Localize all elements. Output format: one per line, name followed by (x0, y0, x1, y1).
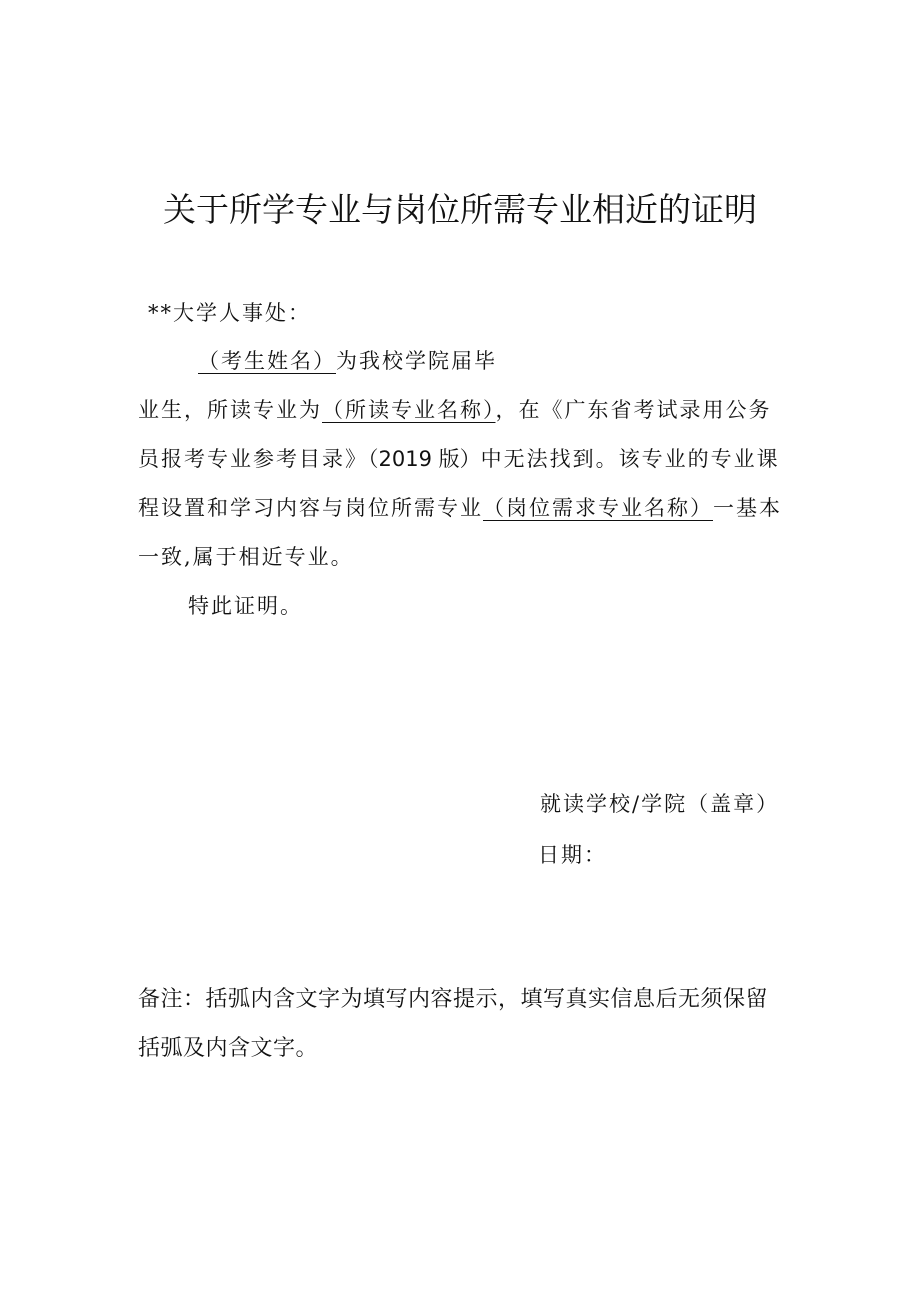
line3-tail: 中无法找到。该专业的专业课 (480, 447, 780, 471)
position-placeholder: （岗位需求专业名称） (483, 496, 713, 520)
salutation: **大学人事处： (148, 301, 311, 325)
line1-tail: 为我校学院届毕 (336, 349, 497, 373)
line2-tail: ，在《广东省考试录用公务 (495, 398, 772, 422)
paragraph-line-4 (138, 493, 782, 523)
note-line-1: 备注：括弧内含文字为填写内容提示，填写真实信息后无须保留 (138, 987, 769, 1012)
issuer-seal-label: 就读学校/学院（盖章） (540, 792, 780, 816)
document-title: 关于所学专业与岗位所需专业相近的证明 (163, 190, 757, 229)
paragraph-line-3 (138, 444, 780, 474)
paragraph-line-2 (138, 395, 772, 425)
line4-tail: 一基本 (713, 496, 782, 520)
date-label: 日期： (538, 843, 607, 867)
closing-text: 特此证明。 (188, 594, 303, 618)
note-line-2: 括弧及内含文字。 (138, 1036, 319, 1061)
paragraph-line-1 (198, 346, 497, 376)
major-placeholder: （所读专业名称） (322, 398, 496, 422)
version-label: （2019 版） (368, 447, 481, 471)
line4-head: 程设置和学习内容与岗位所需专业 (138, 496, 483, 520)
line3-head: 员报考专业参考目录》 (138, 447, 368, 471)
name-placeholder: （考生姓名） (198, 349, 336, 373)
paragraph-line-5: 一致,属于相近专业。 (138, 545, 354, 569)
line2-head: 业生，所读专业为 (138, 398, 322, 422)
